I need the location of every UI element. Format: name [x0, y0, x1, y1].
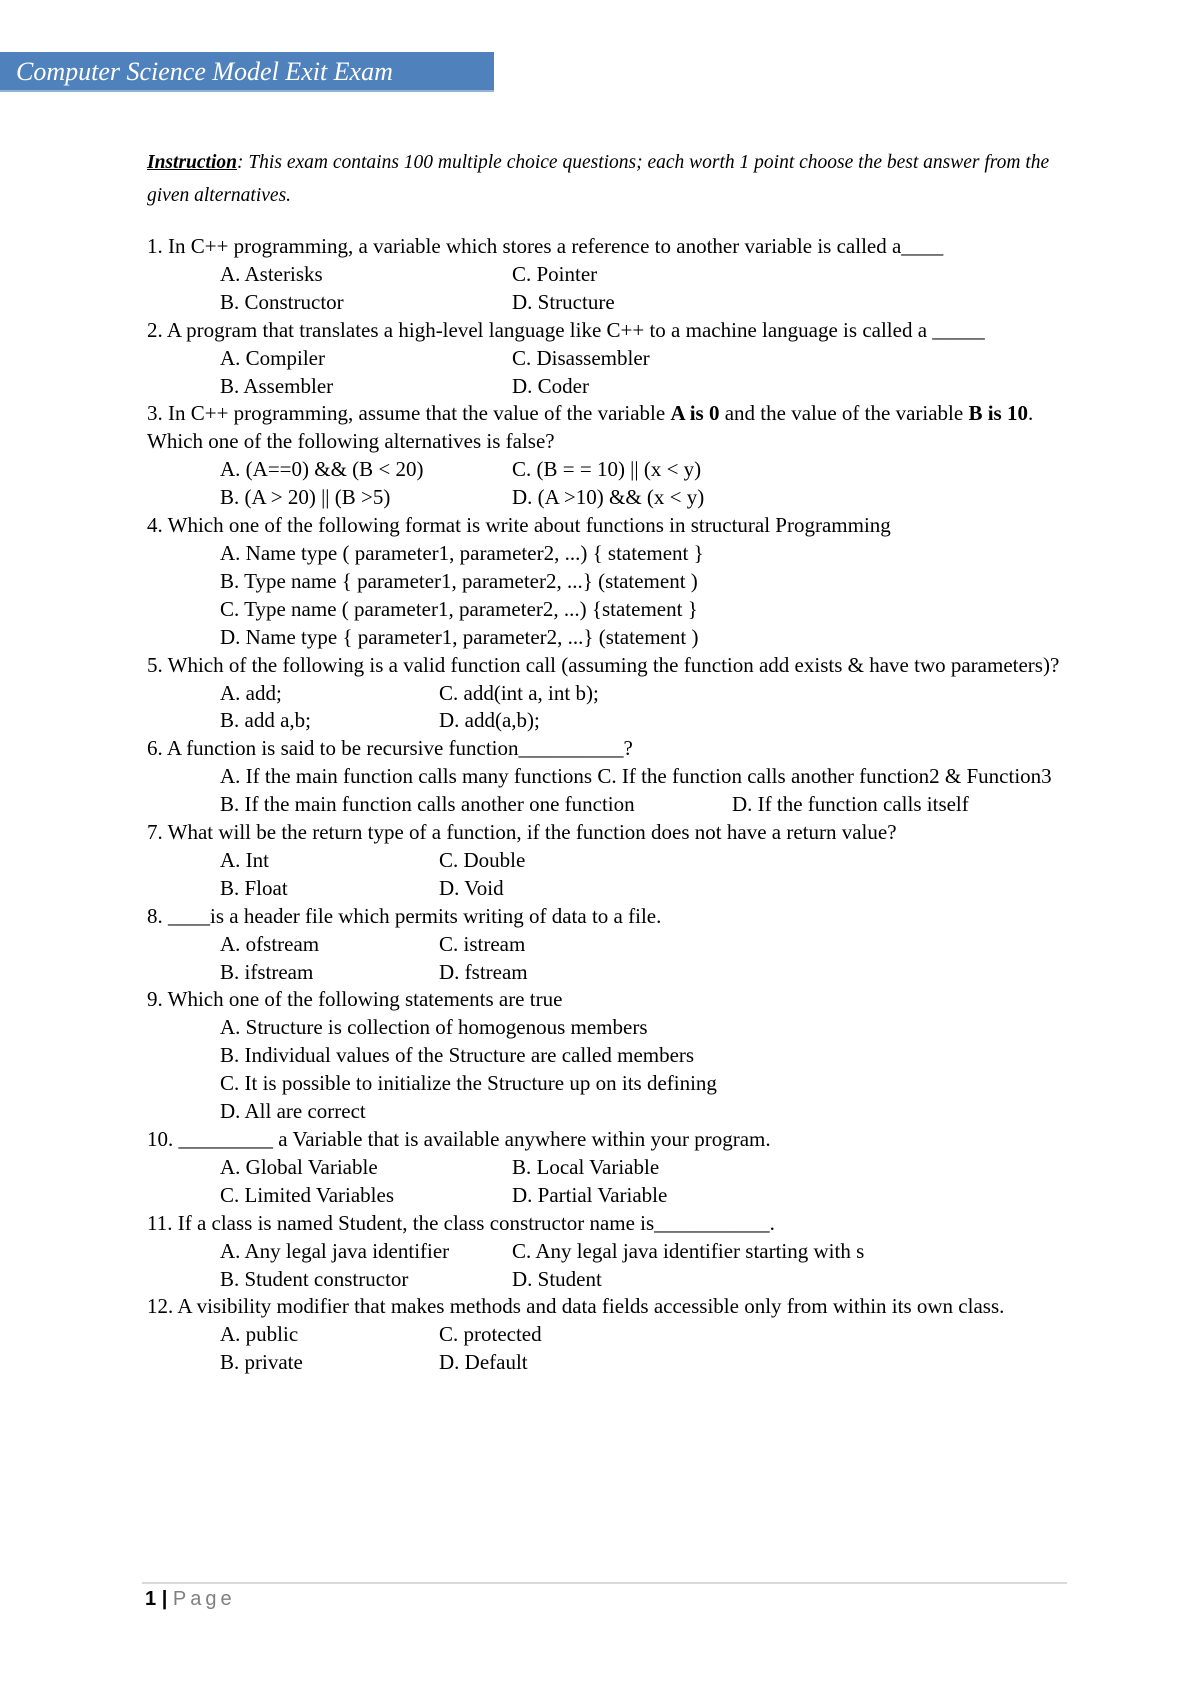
footer-separator: | [161, 1588, 168, 1610]
page-number: 1 [145, 1588, 157, 1610]
option-a: A. Any legal java identifier [220, 1238, 450, 1263]
option-d: D. Structure [512, 289, 615, 314]
stem-text: 3. In C++ programming, assume that the value of the variable [147, 401, 671, 426]
question-stem: 2. A program that translates a high-level language like C++ to a machine language is called a _____ [147, 317, 985, 342]
question-stem: 11. If a class is named Student, the class constructor name is___________. [147, 1210, 775, 1235]
question-6 [147, 735, 1067, 819]
option-a: A. Global Variable [220, 1154, 378, 1179]
question-stem: 5. Which of the following is a valid function call (assuming the function add exists & have two parameters)? [147, 652, 1060, 677]
option-d: D. add(a,b); [439, 708, 540, 733]
option-b: B. ifstream [220, 959, 314, 984]
option-b: B. Student constructor [220, 1266, 409, 1291]
question-stem: 6. A function is said to be recursive function__________? [147, 736, 633, 761]
question-11 [147, 1210, 1067, 1294]
option-a: A. (A==0) && (B < 20) [220, 457, 424, 482]
question-stem: 7. What will be the return type of a function, if the function does not have a return value? [147, 820, 897, 845]
option-c: C. Type name ( parameter1, parameter2, ...) {statement } [220, 596, 698, 621]
option-c: C. It is possible to initialize the Structure up on its defining [220, 1071, 717, 1096]
option-b: B. Constructor [220, 289, 344, 314]
option-a: A. ofstream [220, 931, 320, 956]
option-d: D. Default [439, 1350, 528, 1375]
option-c: C. Double [439, 847, 526, 872]
option-b: B. add a,b; [220, 708, 311, 733]
option-c: C. (B = = 10) || (x < y) [512, 457, 702, 482]
option-c: C. Limited Variables [220, 1182, 394, 1207]
document-header-banner [0, 52, 494, 92]
option-a: A. Structure is collection of homogenous members [220, 1015, 648, 1040]
document-title: Computer Science Model Exit Exam [16, 57, 393, 86]
instruction-label: Instruction [147, 152, 237, 173]
option-d: D. Student [512, 1266, 602, 1291]
option-a: A. add; [220, 680, 282, 705]
page-label: Page [172, 1588, 236, 1610]
option-d: D. fstream [439, 959, 528, 984]
option-b: B. (A > 20) || (B >5) [220, 485, 391, 510]
option-a: A. If the main function calls many functions [220, 764, 593, 789]
question-10 [147, 1126, 1067, 1210]
question-8 [147, 903, 1067, 987]
footer-divider [142, 1582, 1067, 1584]
option-d: D. All are correct [220, 1099, 366, 1124]
option-d: D. Name type { parameter1, parameter2, ...} (statement ) [220, 624, 699, 649]
option-b: B. Local Variable [512, 1154, 660, 1179]
option-b: B. If the main function calls another one function [220, 792, 635, 817]
question-list [147, 233, 1067, 1377]
option-d: D. Partial Variable [512, 1182, 668, 1207]
question-stem: 12. A visibility modifier that makes methods and data fields accessible only from within its own class. [147, 1294, 1005, 1319]
option-c: C. Disassembler [512, 345, 650, 370]
option-d: D. Coder [512, 373, 589, 398]
option-a: A. public [220, 1322, 299, 1347]
option-d: D. If the function calls itself [732, 792, 969, 817]
question-7 [147, 819, 1067, 903]
question-2 [147, 317, 1067, 401]
exam-instruction [147, 146, 1067, 212]
question-12 [147, 1293, 1067, 1377]
question-stem: 4. Which one of the following format is write about functions in structural Programming [147, 513, 891, 538]
option-row-ac [147, 763, 1067, 791]
option-b: B. Type name { parameter1, parameter2, ...} (statement ) [220, 568, 698, 593]
instruction-text: : This exam contains 100 multiple choice questions; each worth 1 point choose the best answer from the given alternatives. [147, 152, 1050, 206]
option-b: B. Assembler [220, 373, 334, 398]
question-1 [147, 233, 1067, 317]
stem-text: and the value of the variable [719, 401, 969, 426]
question-4 [147, 512, 1067, 652]
option-a: A. Name type ( parameter1, parameter2, ...) { statement } [220, 540, 704, 565]
question-stem: 10. _________ a Variable that is available anywhere within your program. [147, 1127, 771, 1151]
question-stem: 8. ____is a header file which permits writing of data to a file. [147, 903, 662, 928]
option-a: A. Compiler [220, 345, 325, 370]
option-a: A. Asterisks [220, 261, 323, 286]
question-stem [147, 400, 1067, 456]
option-c: C. protected [439, 1322, 542, 1347]
option-c: C. istream [439, 931, 526, 956]
option-c: C. add(int a, int b); [439, 680, 599, 705]
page-footer [145, 1588, 236, 1611]
option-c: C. Pointer [512, 261, 598, 286]
option-b: B. Float [220, 875, 288, 900]
option-d: D. Void [439, 875, 504, 900]
question-5 [147, 652, 1067, 736]
question-stem: 9. Which one of the following statements are true [147, 987, 563, 1012]
option-b: B. Individual values of the Structure are called members [220, 1043, 695, 1068]
stem-bold-text: B is 10 [968, 401, 1028, 426]
question-3 [147, 400, 1067, 512]
option-b: B. private [220, 1350, 303, 1375]
option-c: C. Any legal java identifier starting with s [512, 1238, 865, 1263]
option-d: D. (A >10) && (x < y) [512, 485, 705, 510]
question-9 [147, 986, 1067, 1126]
option-c: C. If the function calls another function2 & Function3 [597, 764, 1052, 789]
stem-bold-text: A is 0 [670, 401, 720, 426]
option-a: A. Int [220, 847, 269, 872]
stem-text: . Which one of the following alternatives is false? [147, 401, 1034, 454]
question-stem: 1. In C++ programming, a variable which stores a reference to another variable is called a____ [147, 234, 944, 258]
